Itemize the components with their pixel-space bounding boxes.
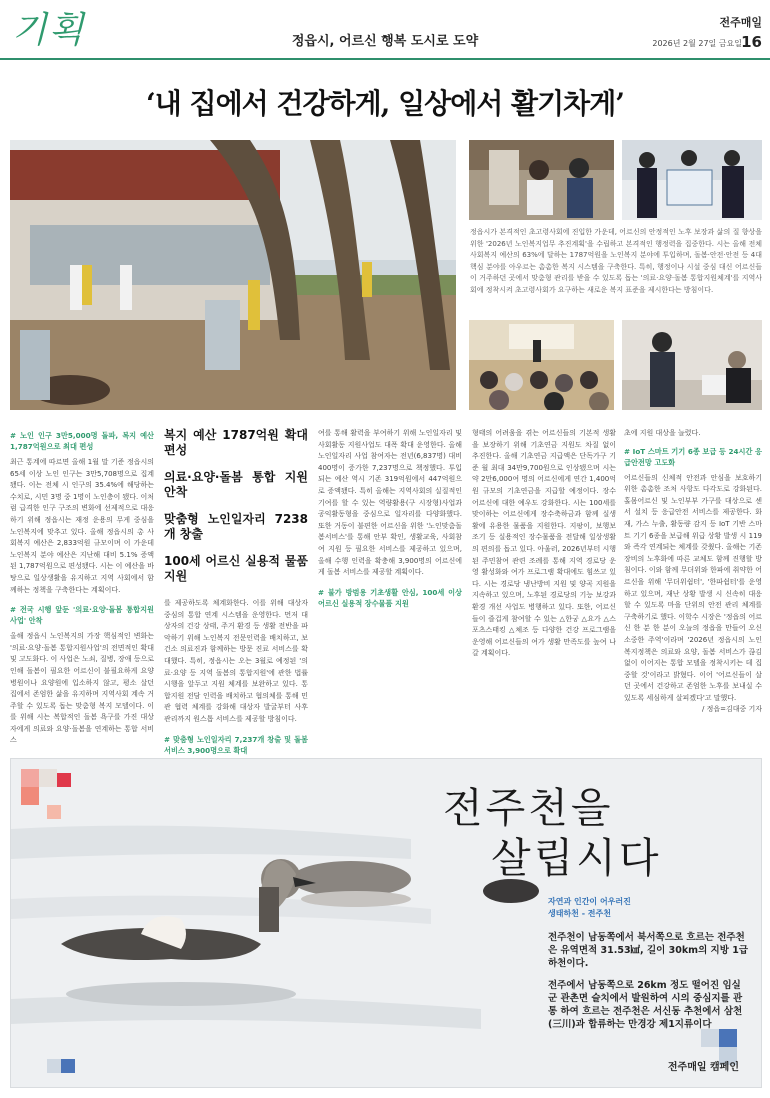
header-title: 정읍시, 어르신 행복 도시로 도약 [291,34,479,49]
senior-center-photo [10,140,456,410]
kicker-3: 맞춤형 노인일자리 7238개 창출 [164,512,308,541]
body-text: 초에 지원 대상을 늘렸다. [624,429,701,437]
photo-visit [622,320,762,410]
photo-audience [469,320,614,410]
body-text: 최근 통계에 따르면 올해 1월 말 기준 정읍시의 65세 이상 노인 인구는 3만5,708명으로 집계됐다. 이는 전체 시 인구의 35.4%에 해당하는 수치로, 시민 3명 중 1명이 노인층이 됐다. 이처럼 급격한 인구 구조의 변화에 선제적으로 대응하기 위해 정읍시는 재정 운용의 무게 중심을 노인복지에 맞추고 있다. 올해 정읍시의 총 사회복지 예산은 2,833억원 규모이며 이 가운데 노인복지 분야 예산은 지난해 대비 5.1% 증액된 1,787억원으로 편성됐다. 시는 이 예산을 바탕으로 일상생활을 유지하고 지역 사회에서 함께하는 정책을 구축한다는 계획이다. [10,458,154,594]
column-4 [472,428,616,660]
article-headline: ‘내 집에서 건강하게, 일상에서 활기차게’ [145,87,624,120]
kicker-1: 복지 예산 1787억원 확대 편성 [164,428,308,457]
kicker-2: 의료·요양·돌봄 통합 지원 안착 [164,470,308,499]
senior-visit-photo [622,320,762,410]
photo-award [622,140,762,220]
campaign-ad [10,758,762,1088]
ad-footer: 전주매일 캠페인 [667,1062,739,1073]
main-photo [10,140,456,410]
kicker-4: 100세 어르신 실용적 물품 지원 [164,554,308,583]
body-text: 올해 정읍시 노인복지의 가장 핵심적인 변화는 '의료·요양·돌봄 통합지원사업'의 전면적인 확대 및 고도화다. 이 사업은 노쇠, 질병, 장애 등으로 인해 돌봄이 필요한 어르신이 불필요하게 요양병원이나 요양원에 입소하지 않고, 평소 살던 집에서 존엄한 삶을 유지하며 지역사회 계속 거주할 수 있도록 돕는 맞춤형 복지 모델이다. 이를 위해 시는 복합적인 돌봄 욕구를 가진 대상자에게 의료와 요양·돌봄을 연계하는 통합 서비스 [10,632,154,745]
subheading: # 불가 방범용 기초생활 안심, 100세 이상 어르신 실용적 장수물품 지원 [318,587,462,608]
subheading: # IoT 스마트 기기 6종 보급 등 24시간 응급안전망 고도화 [624,446,762,467]
photo-interview [469,140,614,220]
column-1 [10,428,154,747]
section-label: 기획 [12,10,86,51]
ad-title-line-2: 살립시다 [491,834,662,882]
body-text: 어르신들의 신체적 안전과 안심을 보호하기 위한 촘촘한 조처 사항도 다각도로 강화된다. 홀몸어르신 및 노인부부 가구를 대상으로 센서 설치 등 응급안전 서비스를 제공한다. 화재, 가스 누출, 활동량 감지 등 IoT 기반 스마트 기기 6종을 보급해 위급 상황 발생 시 119와 즉각 연계되는 체계를 갖췄다. 올해는 기존 장비의 노후화에 따른 교체도 함께 진행할 방침이다. 이와 함께 무더위와 한파에 취약한 어르신을 위해 '무더위쉼터', '한파쉼터'를 운영하고 있으며, 재난 상황 발생 시 신속히 대응할 수 있도록 마을 단위의 안전 관리 체계를 구축하기로 했다. 이학수 시장은 '정읍의 어르신 한 분 한 분이 오늘의 정읍을 만들어 오신 소중한 주역'이라며 '2026년 정읍시의 노인복지정책은 의료와 요양, 돌봄 서비스가 끊김 없이 이어지는 통합 모델을 정착시키는 데 집중할 것'이라고 밝혔다. 이어 '어르신들이 살던 곳에서 건강하고 존엄한 노후를 보내실 수 있도록 세심하게 살피겠다'고 말했다. [624,473,762,702]
ad-tagline-2: 생태하천 - 전주천 [548,909,611,918]
award-ceremony-photo [622,140,762,220]
column-3 [318,428,462,614]
byline: / 정읍=김대중 기자 [701,705,762,714]
ad-title-line-1: 전주천을 [443,784,614,832]
body-text: 를 제공하도록 체계화한다. 이를 위해 대상자 중심의 통합 연계 시스템을 운영한다. 먼저 대상자의 건강 상태, 주거 환경 등 생활 전반을 파악하기 위해 노인복지 전문인력을 배치하고, 보건소 의료진과 함께하는 방문 진료 서비스를 확대했다. 특히, 정읍시는 오는 3월로 예정된 '의료·요양 등 지역 돌봄의 통합지원'에 관한 법률 시행을 앞두고 지원 체계를 보완하고 있다. 통합지원 전담 인력을 배치하고 협의체를 통해 민관 협력 체계를 강화해 대상자 발굴부터 사후 관리까지 원스톱 서비스를 제공할 방침이다. [164,599,308,723]
photo-caption: 정읍시가 본격적인 초고령사회에 진입한 가운데, 어르신의 안정적인 노후 보장과 삶의 질 향상을 위한 '2026년 노인복지업무 추진계획'을 수립하고 본격적인 행정력을 집중한다. 시는 올해 전체 사회복지 예산의 63%에 달하는 1787억원을 노인복지 분야에 투입하며, 돌봄·안전·안전 등 4대 핵심 분야를 아우르는 촘촘한 복지 시스템을 구축한다. 특히, 행정이나 시설 중심 대신 어르신들이 거주하던 곳에서 맞춤형 관리를 받을 수 있도록 돕는 '의료·요양·돌봄 통합지원체계'를 지역사회에 정착시켜 초고령사회가 요구하는 새로운 복지 표준을 제시한다는 방침이다. [470,228,762,294]
ad-title [443,783,661,883]
issue-date: 2026년 2월 27일 금요일 [652,39,742,48]
ad-paragraph-2: 전주에서 남동쪽으로 26km 정도 떨어진 임실군 관촌면 슬치에서 발원하여 시의 중심지를 관통 하여 흐르는 전주천은 서신동 추천에서 삼천(三川)과 합류하는 만경강 제1지류이다 [548,980,743,1030]
column-2 [164,428,308,772]
body-text: 형태의 어려움을 겪는 어르신들의 기본적 생활을 보장하기 위해 기초연금 지원도 차질 없이 추진한다. 올해 기초연금 지급액은 단독가구 기준 월 최대 34만9,700원으로 인상됐으며 시는 약 2만6,000여 명의 어르신에게 연간 1,400억원 규모의 기초연금을 지급할 예정이다. 장수 어르신에 대한 예우도 강화한다. 시는 100세를 맞이하는 어르신에게 장수축하금과 함께 실생활에 유용한 물품을 지원한다. 지팡이, 보행보조기 등 실용적인 장수물품을 전달해 일상생활의 편의를 돕고 있다. 아울러, 2026년부터 시행된 주민참여 관련 조례를 통해 지역 경로당 운영 활성화와 여가 프로그램 확대에도 힘쓰고 있다. 시는 경로당 냉난방비 지원 및 양곡 지원을 지속하고 있으며, 노후된 경로당의 기능 보강과 환경 개선 사업도 병행하고 있다. 또한, 어르신들이 즐겁게 참여할 수 있는 △한궁 △요가 △스포츠스태킹 △체조 등 다양한 건강 프로그램을 운영해 어르신들의 여가 생활 만족도를 높여 나갈 계획이다. [472,429,616,658]
subheading: # 노인 인구 3만5,000명 돌파, 복지 예산 1,787억원으로 최대 편성 [10,431,154,451]
ad-tagline-1: 자연과 인간이 어우러진 [548,897,631,906]
subheading: # 맞춤형 노인일자리 7,237개 창출 및 돌봄 서비스 3,900명으로 확대 [164,734,308,755]
body-text: 여를 통해 활력을 부여하기 위해 노인일자리 및 사회활동 지원사업도 대폭 확대 운영한다. 올해 노인일자리 사업 참여자는 전년(6,837명) 대비 400명이 증가한 7,237명으로 책정했다. 투입되는 예산 역시 기존 319억원에서 447억원으로 증액됐다. 특히 올해는 지역사회의 실질적인 기여를 할 수 있는 역량활용(구 시장형)사업과 공익활동형을 중심으로 일자리를 다양화했다. 또한 거동이 불편한 어르신을 위한 '노인맞춤돌봄서비스'를 통해 안부 확인, 생활교육, 사회참여 지원 등 필요한 서비스를 제공하고 있으며, 올해 수행 인력을 확충해 3,900명의 어르신에게 돌봄 서비스를 제공할 계획이다. [318,429,462,577]
home-visit-photo [469,140,614,220]
page-header [0,0,770,60]
ad-body [548,931,748,1040]
column-5 [624,428,762,716]
subheading: # 전국 시행 앞둔 '의료·요양·돌봄 통합지원사업' 안착 [10,605,154,626]
ad-paragraph-1: 전주천이 남동쪽에서 북서쪽으로 흐르는 전주천은 유역면적 31.53㎢, 길이 30km의 지방 1급 하천이다. [548,932,748,969]
newspaper-name: 전주매일 [719,16,762,29]
page-number: 16 [741,33,762,51]
seminar-audience-photo [469,320,614,410]
